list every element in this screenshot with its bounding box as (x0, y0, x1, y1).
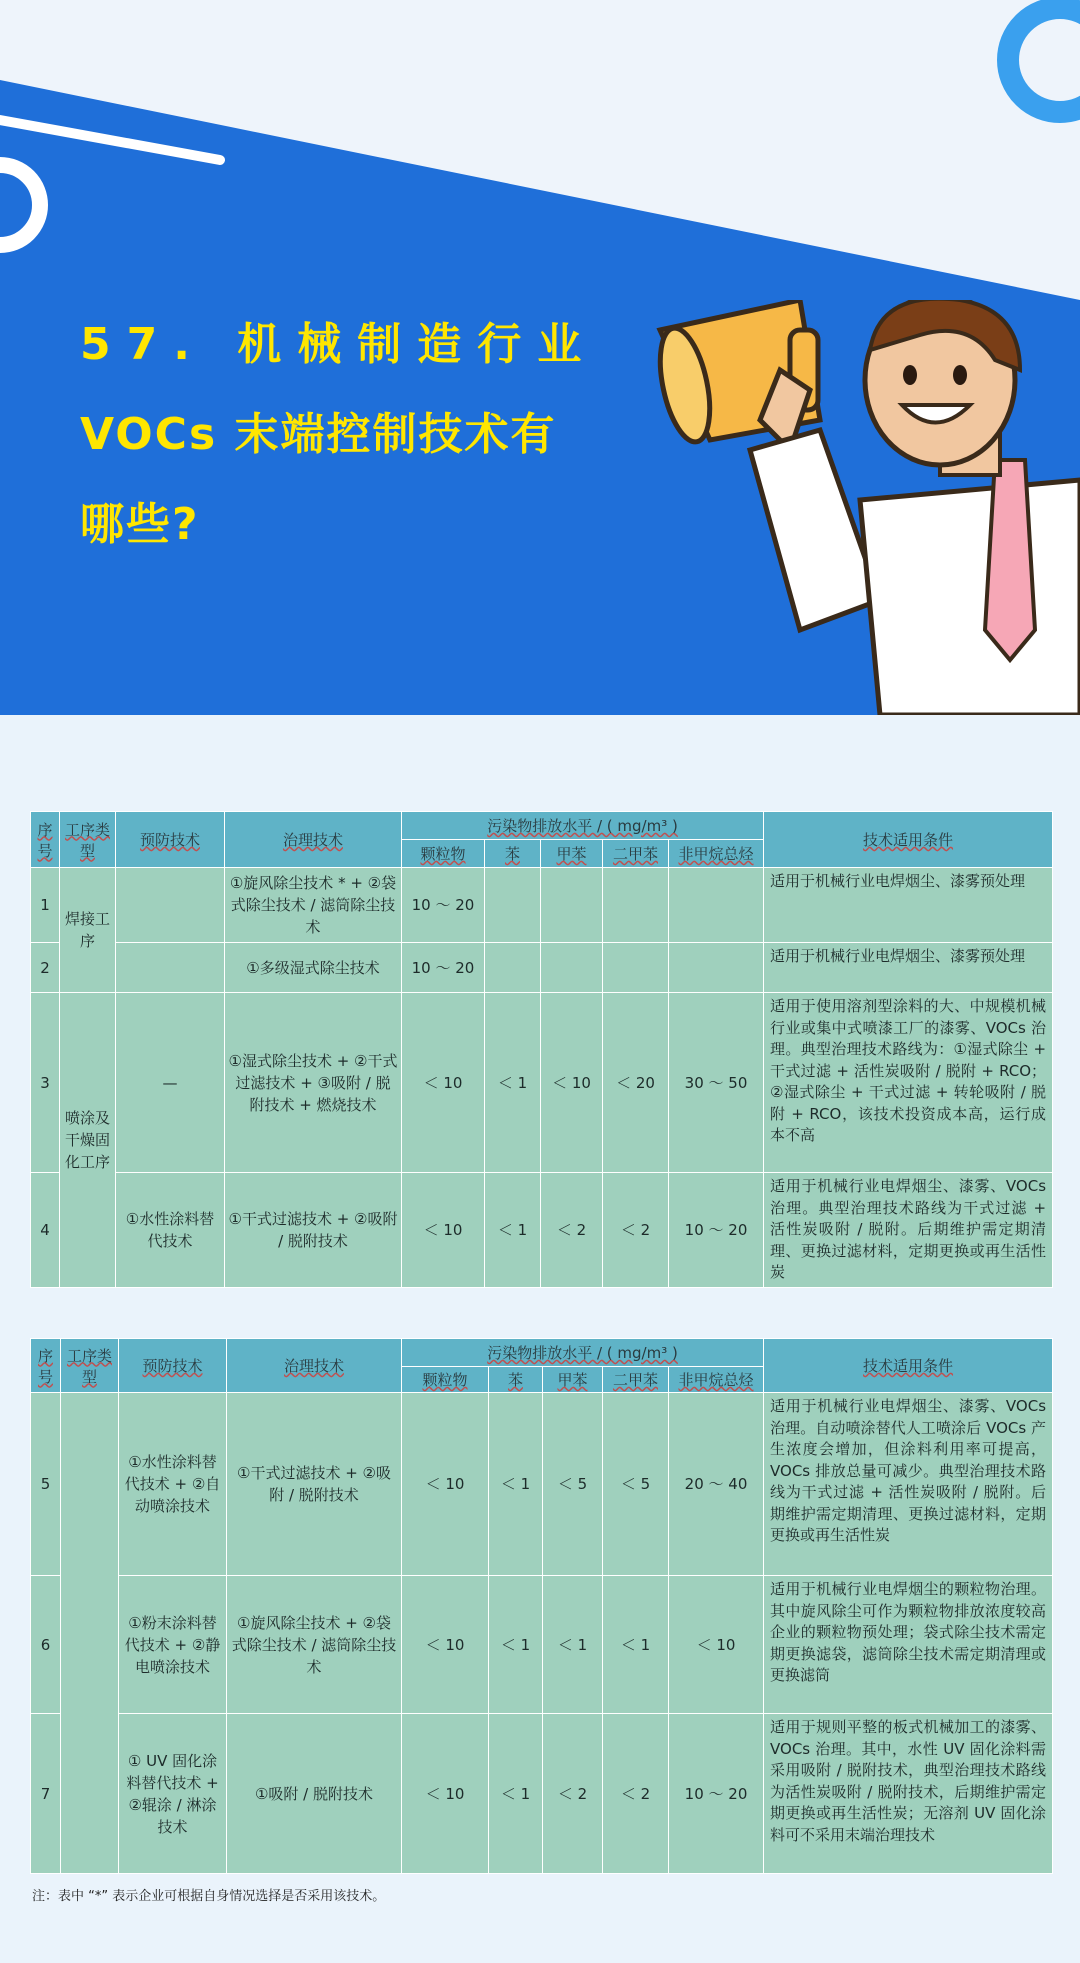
header-particulate: 颗粒物 (402, 840, 485, 868)
cell-conditions: 适用于机械行业电焊烟尘、漆雾、VOCs 治理。自动喷涂替代人工喷涂后 VOCs 产生浓度会增加，但涂料利用率可提高，VOCs 排放总量可减少。典型治理技术路线为干式过滤 + 活性炭吸附 / 脱附。后期维护需定期清理、更换过滤材料，定期更换或再生活性炭 (764, 1393, 1053, 1576)
table-row (31, 1393, 1053, 1576)
megaphone-man-illustration (640, 300, 1080, 715)
cell-nmhc: 20 ～ 40 (669, 1393, 764, 1576)
cell-toluene: ＜ 5 (543, 1393, 603, 1576)
cell-toluene: ＜ 2 (543, 1714, 603, 1874)
cell-prevent (116, 943, 225, 993)
cell-treat: ①湿式除尘技术 + ②干式过滤技术 + ③吸附 / 脱附技术 + 燃烧技术 (225, 993, 402, 1173)
table-row (31, 1714, 1053, 1874)
header-process: 工序类型 (61, 1339, 119, 1393)
cell-seq: 3 (31, 993, 60, 1173)
cell-process: 焊接工序 (60, 868, 116, 993)
cell-seq: 4 (31, 1173, 60, 1288)
cell-seq: 5 (31, 1393, 61, 1576)
cell-seq: 2 (31, 943, 60, 993)
cell-xylene: ＜ 1 (603, 1576, 669, 1714)
cell-xylene: ＜ 5 (603, 1393, 669, 1576)
cell-nmhc: ＜ 10 (669, 1576, 764, 1714)
header-conditions: 技术适用条件 (764, 812, 1053, 868)
header-prevent: 预防技术 (119, 1339, 227, 1393)
header-benzene: 苯 (489, 1367, 543, 1393)
cell-benzene (485, 943, 541, 993)
cell-benzene (485, 868, 541, 943)
title-line-3: 哪些? (80, 499, 200, 550)
cell-treat: ①干式过滤技术 + ②吸附 / 脱附技术 (227, 1393, 402, 1576)
header-seq: 序号 (31, 812, 60, 868)
header-prevent: 预防技术 (116, 812, 225, 868)
cell-conditions: 适用于机械行业电焊烟尘的颗粒物治理。其中旋风除尘可作为颗粒物排放浓度较高企业的颗粒物预处理；袋式除尘技术需定期更换滤袋，滤筒除尘技术需定期清理或更换滤筒 (764, 1576, 1053, 1714)
cell-benzene: ＜ 1 (489, 1576, 543, 1714)
cell-treat: ①吸附 / 脱附技术 (227, 1714, 402, 1874)
cell-conditions: 适用于机械行业电焊烟尘、漆雾预处理 (764, 943, 1053, 993)
cell-conditions: 适用于机械行业电焊烟尘、漆雾预处理 (764, 868, 1053, 943)
cell-benzene: ＜ 1 (485, 993, 541, 1173)
cell-toluene: ＜ 2 (541, 1173, 603, 1288)
cell-xylene: ＜ 2 (603, 1714, 669, 1874)
cell-xylene (603, 943, 669, 993)
cell-xylene: ＜ 2 (603, 1173, 669, 1288)
cell-seq: 1 (31, 868, 60, 943)
cell-nmhc: 10 ～ 20 (669, 1173, 764, 1288)
cell-seq: 7 (31, 1714, 61, 1874)
cell-seq: 6 (31, 1576, 61, 1714)
cell-benzene: ＜ 1 (485, 1173, 541, 1288)
cell-treat: ①旋风除尘技术 + ②袋式除尘技术 / 滤筒除尘技术 (227, 1576, 402, 1714)
cell-process: 喷涂及干燥固化工序 (60, 993, 116, 1288)
cell-prevent: — (116, 993, 225, 1173)
cell-conditions: 适用于机械行业电焊烟尘、漆雾、VOCs 治理。典型治理技术路线为干式过滤 + 活性炭吸附 / 脱附。后期维护需定期清理、更换过滤材料，定期更换或再生活性炭 (764, 1173, 1053, 1288)
cell-particulate: ＜ 10 (402, 1173, 485, 1288)
title-line-1: 57. 机械制造行业 (80, 319, 598, 370)
hero-banner (0, 0, 1080, 715)
header-toluene: 甲苯 (541, 840, 603, 868)
vocs-tech-table-1 (30, 811, 1053, 1288)
cell-nmhc: 10 ～ 20 (669, 1714, 764, 1874)
header-xylene: 二甲苯 (603, 1367, 669, 1393)
header-nmhc: 非甲烷总烃 (669, 840, 764, 868)
header-conditions: 技术适用条件 (764, 1339, 1053, 1393)
cell-toluene: ＜ 1 (543, 1576, 603, 1714)
cell-process (61, 1393, 119, 1874)
header-treat: 治理技术 (225, 812, 402, 868)
cell-treat: ①多级湿式除尘技术 (225, 943, 402, 993)
cell-particulate: 10 ～ 20 (402, 943, 485, 993)
vocs-tech-table-2 (30, 1338, 1053, 1874)
header-benzene: 苯 (485, 840, 541, 868)
header-nmhc: 非甲烷总烃 (669, 1367, 764, 1393)
table-row (31, 1576, 1053, 1714)
cell-particulate: ＜ 10 (402, 1393, 489, 1576)
cell-particulate: ＜ 10 (402, 1576, 489, 1714)
cell-xylene: ＜ 20 (603, 993, 669, 1173)
header-emission-group: 污染物排放水平 / ( mg/m³ ) (402, 1339, 764, 1367)
cell-particulate: ＜ 10 (402, 1714, 489, 1874)
cell-toluene: ＜ 10 (541, 993, 603, 1173)
cell-prevent: ①水性涂料替代技术 + ②自动喷涂技术 (119, 1393, 227, 1576)
cell-benzene: ＜ 1 (489, 1393, 543, 1576)
table-row (31, 868, 1053, 943)
cell-conditions: 适用于使用溶剂型涂料的大、中规模机械行业或集中式喷漆工厂的漆雾、VOCs 治理。典型治理技术路线为：①湿式除尘 + 干式过滤 + 活性炭吸附 / 脱附 + RCO；②湿式除尘 + 干式过滤 + 转轮吸附 / 脱附 + RCO，该技术投资成本高，运行成本不高 (764, 993, 1053, 1173)
header-process: 工序类型 (60, 812, 116, 868)
header-toluene: 甲苯 (543, 1367, 603, 1393)
header-xylene: 二甲苯 (603, 840, 669, 868)
cell-nmhc (669, 868, 764, 943)
cell-prevent (116, 868, 225, 943)
cell-prevent: ①粉末涂料替代技术 + ②静电喷涂技术 (119, 1576, 227, 1714)
table-row (31, 993, 1053, 1173)
table-footnote: 注：表中 “*” 表示企业可根据自身情况选择是否采用该技术。 (32, 1889, 386, 1904)
cell-toluene (541, 868, 603, 943)
cell-particulate: 10 ～ 20 (402, 868, 485, 943)
cell-prevent: ①水性涂料替代技术 (116, 1173, 225, 1288)
cell-treat: ①干式过滤技术 + ②吸附 / 脱附技术 (225, 1173, 402, 1288)
header-emission-group: 污染物排放水平 / ( mg/m³ ) (402, 812, 764, 840)
cell-nmhc: 30 ～ 50 (669, 993, 764, 1173)
cell-prevent: ① UV 固化涂料替代技术 + ②辊涂 / 淋涂技术 (119, 1714, 227, 1874)
cell-particulate: ＜ 10 (402, 993, 485, 1173)
table-row (31, 943, 1053, 993)
cell-treat: ①旋风除尘技术 * + ②袋式除尘技术 / 滤筒除尘技术 (225, 868, 402, 943)
table-1-sheet (30, 811, 1052, 1288)
cell-benzene: ＜ 1 (489, 1714, 543, 1874)
header-seq: 序号 (31, 1339, 61, 1393)
header-treat: 治理技术 (227, 1339, 402, 1393)
page-title (80, 300, 600, 570)
cell-toluene (541, 943, 603, 993)
header-particulate: 颗粒物 (402, 1367, 489, 1393)
title-line-2: VOCs 末端控制技术有 (80, 409, 557, 460)
cell-nmhc (669, 943, 764, 993)
cell-conditions: 适用于规则平整的板式机械加工的漆雾、VOCs 治理。其中，水性 UV 固化涂料需采用吸附 / 脱附技术，典型治理技术路线为活性炭吸附 / 脱附技术，后期维护需定期更换或再生活性炭；无溶剂 UV 固化涂料可不采用末端治理技术 (764, 1714, 1053, 1874)
table-row (31, 1173, 1053, 1288)
cell-xylene (603, 868, 669, 943)
table-2-sheet (30, 1338, 1052, 1874)
